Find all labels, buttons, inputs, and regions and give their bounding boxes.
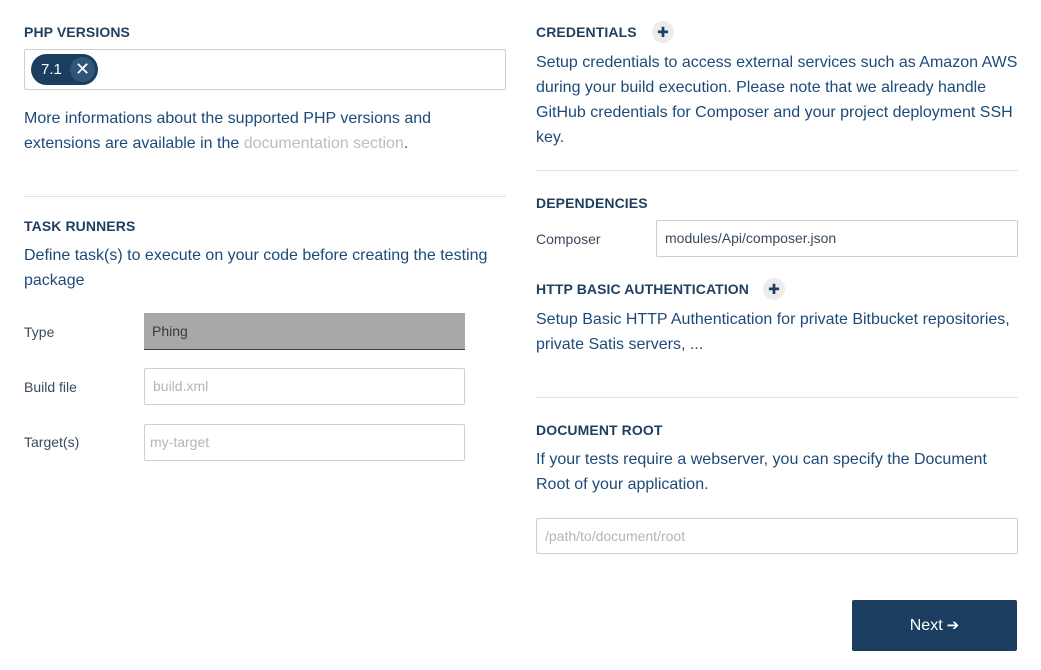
document-root-input[interactable]: /path/to/document/root: [536, 518, 1018, 554]
build-file-input[interactable]: build.xml: [144, 368, 465, 405]
type-select[interactable]: Phing: [144, 313, 465, 350]
plus-icon[interactable]: ✚: [763, 278, 785, 300]
credentials-heading: CREDENTIALS: [536, 24, 637, 40]
times-icon[interactable]: ✕: [70, 57, 95, 82]
php-info-text: More informations about the supported PHP versions and extensions are available in the: [24, 110, 432, 152]
arrow-right-icon: ➔: [946, 617, 960, 634]
php-version-tag-label: 7.1: [41, 61, 62, 78]
next-button-label: Next: [909, 617, 943, 634]
task-runners-description: Define task(s) to execute on your code before creating the testing package: [24, 247, 488, 289]
targets-input[interactable]: my-target: [144, 424, 465, 461]
php-info-period: .: [403, 135, 409, 152]
divider: [536, 397, 1018, 398]
document-root-description: If your tests require a webserver, you can specify the Document Root of your application.: [536, 451, 987, 493]
http-auth-description: Setup Basic HTTP Authentication for private Bitbucket repositories, private Satis servers, ...: [536, 311, 1010, 353]
build-file-label: Build file: [24, 379, 77, 395]
type-label: Type: [24, 324, 55, 340]
plus-icon[interactable]: ✚: [652, 21, 674, 43]
next-button[interactable]: [852, 600, 1017, 651]
credentials-description: Setup credentials to access external services such as Amazon AWS during your build execution. Please note that we already handle GitHub credentials for Composer and your project deployment SSH key.: [536, 54, 1018, 146]
documentation-link[interactable]: documentation section: [243, 135, 404, 152]
php-version-tag: [31, 54, 98, 85]
php-versions-input[interactable]: [24, 49, 506, 90]
divider: [536, 170, 1018, 171]
http-auth-heading: HTTP BASIC AUTHENTICATION: [536, 281, 750, 297]
php-versions-heading: PHP VERSIONS: [24, 24, 130, 40]
task-runners-heading: TASK RUNNERS: [24, 218, 136, 234]
targets-label: Target(s): [24, 434, 80, 450]
php-versions-info: [24, 106, 506, 156]
composer-input[interactable]: modules/Api/composer.json: [656, 220, 1018, 257]
dependencies-heading: DEPENDENCIES: [536, 195, 648, 211]
document-root-heading: DOCUMENT ROOT: [536, 422, 663, 438]
composer-label: Composer: [536, 231, 601, 247]
divider: [24, 196, 506, 197]
